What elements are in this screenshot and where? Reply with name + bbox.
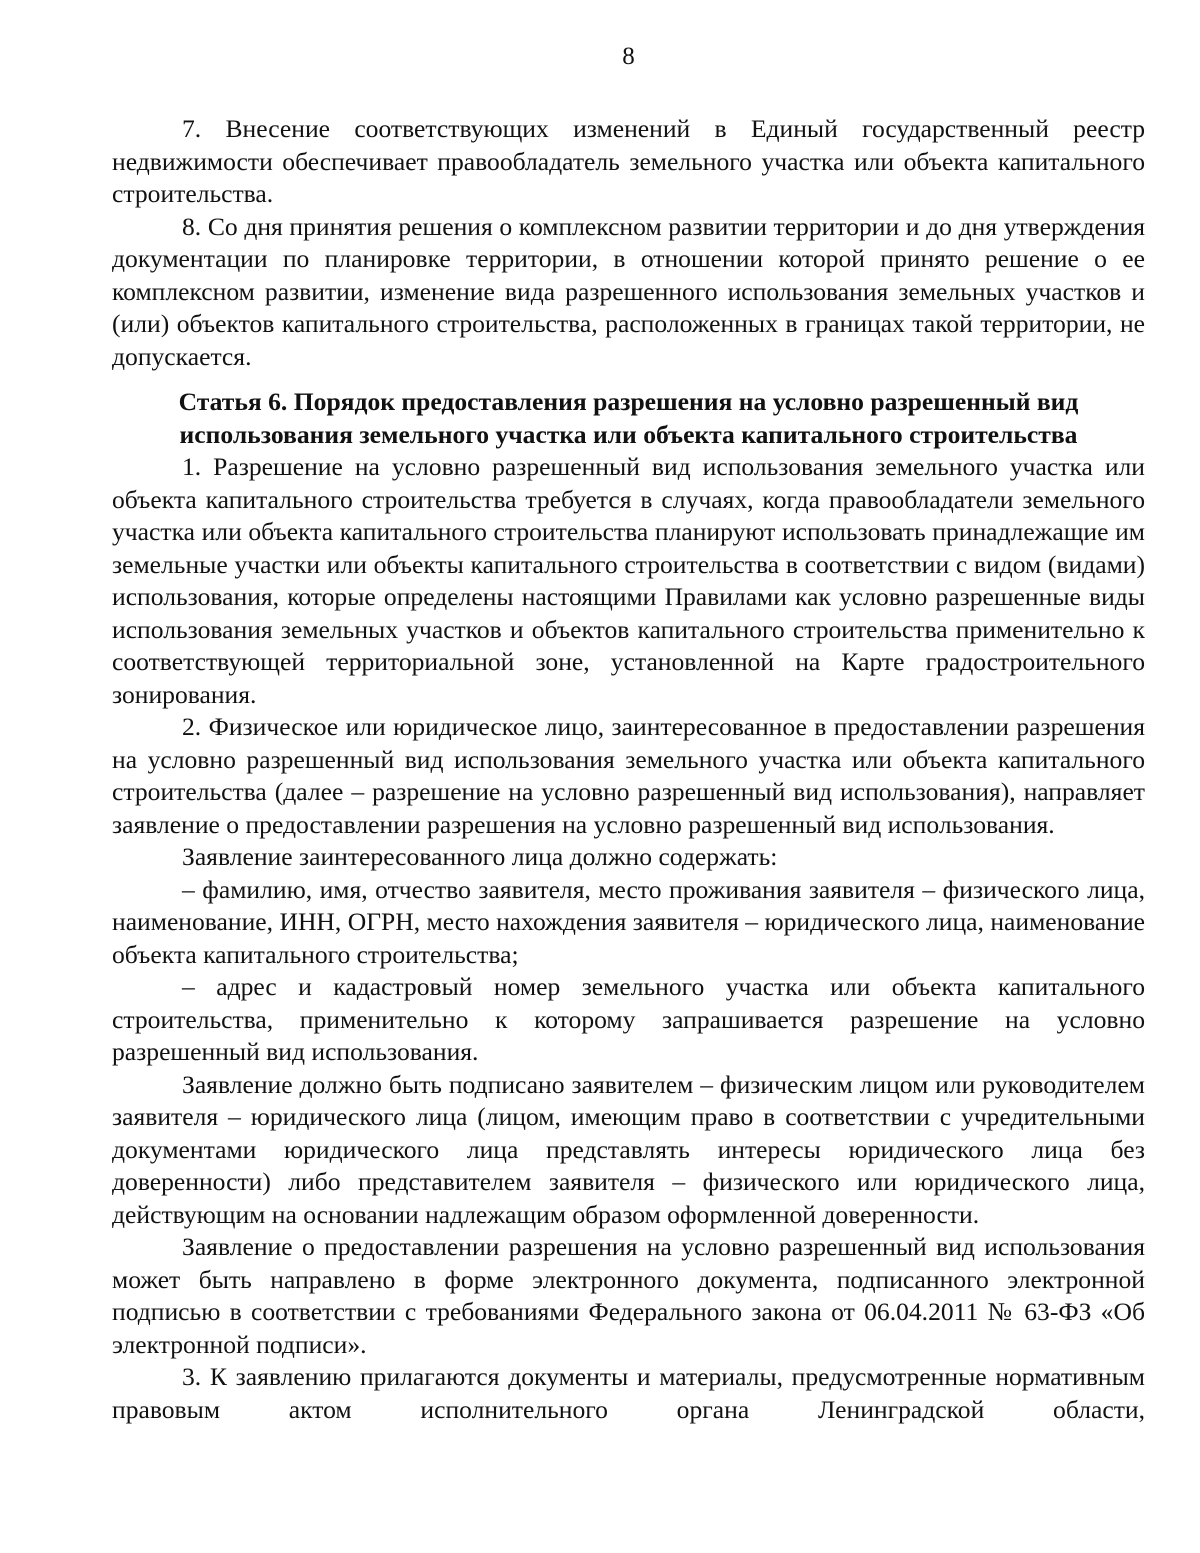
paragraph-7: 7. Внесение соответствующих изменений в Единый государственный реестр недвижимости обеспечивает правообладатель земельного участка или объекта капитального строительства. <box>112 114 1145 208</box>
document-page <box>112 0 1145 1553</box>
application-item-applicant-details: – фамилию, имя, отчество заявителя, место проживания заявителя – физического лица, наименование, ИНН, ОГРН, место нахождения заявителя – юридического лица, наименование объекта капитального строительства; <box>112 874 1145 969</box>
application-contents-intro: Заявление заинтересованного лица должно содержать: <box>182 842 778 871</box>
application-item-address-cadastral: – адрес и кадастровый номер земельного участка или объекта капитального строительства, применительно к которому запрашивается разрешение на условно разрешенный вид использования. <box>112 972 1145 1066</box>
article-6-paragraph-2: 2. Физическое или юридическое лицо, заинтересованное в предоставлении разрешения на условно разрешенный вид использования земельного участка или объекта капитального строительства (далее – разрешение на условно разрешенный вид использования), направляет заявление о предоставлении разрешения на условно разрешенный вид использования. <box>112 712 1145 839</box>
paragraph-8: 8. Со дня принятия решения о комплексном развитии территории и до дня утверждения документации по планировке территории, в отношении которой принято решение о ее комплексном развитии, изменение вида разрешенного использования земельных участков и (или) объектов капитального строительства, расположенных в границах такой территории, не допускается. <box>112 211 1145 371</box>
electronic-application-note: Заявление о предоставлении разрешения на условно разрешенный вид использования может быть направлено в форме электронного документа, подписанного электронной подписью в соответствии с требованиями Федерального закона от 06.04.2011 № 63-ФЗ «Об электронной подписи». <box>112 1232 1145 1359</box>
page-number: 8 <box>622 43 635 70</box>
article-6-title-line-2: использования земельного участка или объекта капитального строительства <box>179 419 1078 449</box>
document-body <box>112 113 1145 1426</box>
application-signature-requirements: Заявление должно быть подписано заявителем – физическим лицом или руководителем заявителя – юридического лица (лицом, имеющим право в соответствии с учредительными документами юридического лица представлять интересы юридического лица без доверенности) либо представителем заявителя – физического или юридического лица, действующим на основании надлежащим образом оформленной доверенности. <box>112 1069 1145 1229</box>
article-6-paragraph-1: 1. Разрешение на условно разрешенный вид использования земельного участка или объекта капитального строительства требуется в случаях, когда правообладатели земельного участка или объекта капитального строительства планируют использовать принадлежащие им земельные участки или объекты капитального строительства в соответствии с видом (видами) использования, которые определены настоящими Правилами как условно разрешенные виды использования земельных участков и объектов капитального строительства применительно к соответствующей территориальной зоне, установленной на Карте градостроительного зонирования. <box>112 452 1145 709</box>
article-6-heading <box>112 386 1145 451</box>
article-6-title-line-1: Статья 6. Порядок предоставления разрешения на условно разрешенный вид <box>178 387 1079 416</box>
article-6-paragraph-3: 3. К заявлению прилагаются документы и материалы, предусмотренные нормативным правовым актом исполнительного органа Ленинградской области, <box>112 1362 1145 1424</box>
